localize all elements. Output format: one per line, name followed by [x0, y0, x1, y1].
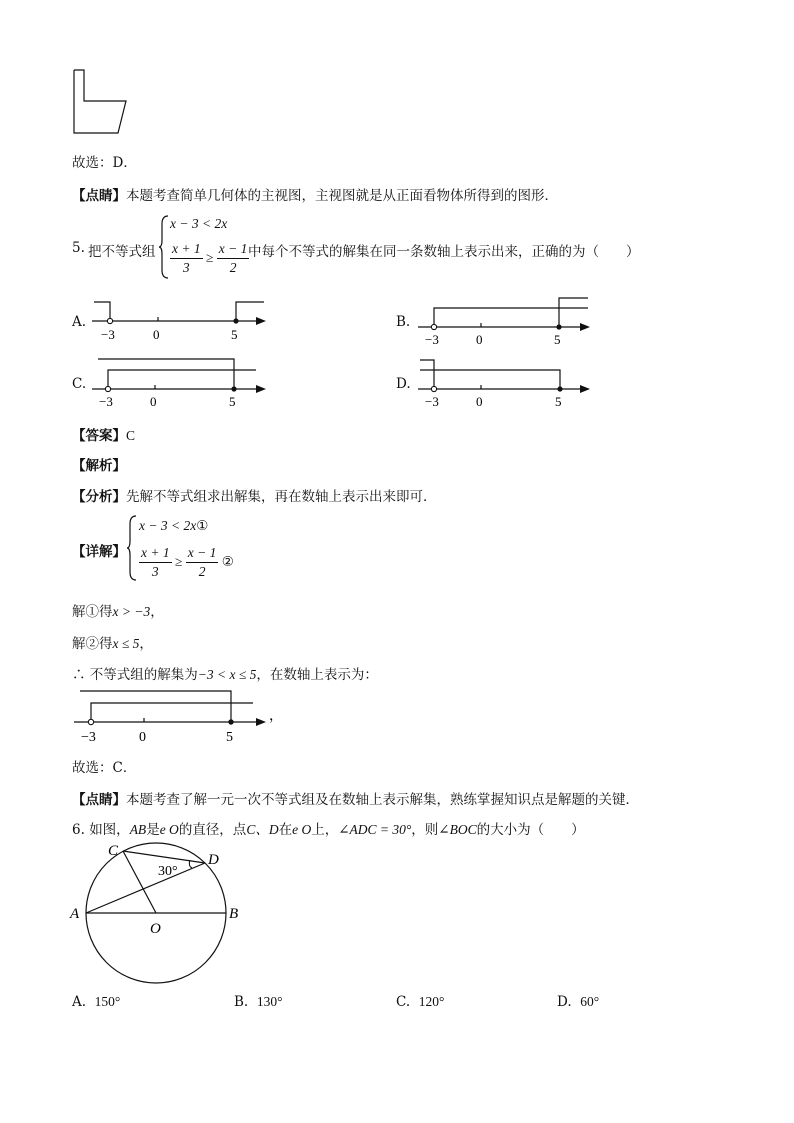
q6-option-b: B. 130°: [234, 994, 283, 1010]
label-neg3: −3: [101, 327, 115, 342]
q6-number: 6.: [72, 822, 85, 838]
ineq2-den-right: 2: [229, 260, 237, 275]
solve-1: 解①得x > −3，: [72, 604, 164, 620]
q6-option-a: A. 150°: [72, 994, 121, 1010]
comment-text: 本题考查简单几何体的主视图，主视图就是从正面看物体所得到的图形．: [126, 188, 558, 204]
solve1-math: x > −3: [112, 604, 151, 619]
therefore-line: ∴ 不等式组的解集为−3 < x ≤ 5，在数轴上表示为：: [72, 667, 378, 683]
label-5: 5: [554, 332, 561, 347]
therefore-math: −3 < x ≤ 5: [197, 667, 257, 682]
mark-1: ①: [196, 518, 209, 533]
final-comma: ，: [269, 709, 283, 724]
fenxi-line: [72, 485, 437, 505]
label-angle: 30°: [158, 864, 178, 879]
label-0: 0: [476, 394, 483, 409]
analysis-tag: 【解析】: [72, 458, 126, 474]
solve2-math: x ≤ 5: [112, 636, 140, 651]
option-d-letter: D.: [396, 376, 411, 392]
label-neg3: −3: [99, 394, 113, 409]
system-brace: [158, 214, 170, 280]
number-line-a: [88, 296, 278, 346]
q5-ineq1: x − 3 < 2x: [170, 216, 228, 231]
front-view-figure: [70, 68, 130, 136]
ineq2-num-right: x − 1: [217, 240, 250, 259]
prev-answer-line: 故选：D．: [72, 155, 137, 171]
ineq2-rel: ≥: [205, 250, 214, 265]
final-number-line: [70, 684, 283, 746]
label-o: O: [150, 921, 161, 937]
q6-option-d: D. 60°: [557, 994, 600, 1010]
label-0: 0: [153, 327, 160, 342]
detail-tag: 【详解】: [72, 544, 126, 560]
option-b-letter: B.: [396, 314, 411, 330]
q5-ineq2: [170, 240, 249, 277]
q5-choose: 故选：C．: [72, 760, 137, 776]
answer-value: C: [126, 428, 136, 443]
label-5: 5: [229, 394, 236, 409]
label-neg3: −3: [425, 394, 439, 409]
q5-comment: 【点睛】本题考查了解一元一次不等式组及在数轴上表示解集，熟练掌握知识点是解题的关键．: [72, 792, 639, 808]
number-line-d: [414, 352, 594, 410]
mark-2: ②: [221, 554, 234, 569]
label-c: C: [108, 843, 119, 859]
ineq2-num-left: x + 1: [170, 240, 203, 259]
label-b: B: [229, 906, 239, 922]
fenxi-text: 先解不等式组求出解集，再在数轴上表示出来即可．: [126, 489, 437, 505]
solve-2: 解②得x ≤ 5，: [72, 636, 153, 652]
circle-figure: [66, 838, 256, 990]
label-0: 0: [150, 394, 157, 409]
ineq2-den-left: 3: [182, 260, 190, 275]
label-5: 5: [226, 730, 233, 745]
q5-number: 5.: [72, 240, 85, 256]
number-line-b: [414, 290, 594, 346]
label-5: 5: [231, 327, 238, 342]
detail-brace: [126, 514, 138, 582]
q5-stem-pre: 把不等式组: [88, 244, 156, 260]
label-5: 5: [555, 394, 562, 409]
label-0: 0: [139, 730, 146, 745]
label-0: 0: [476, 332, 483, 347]
answer-line: [72, 424, 135, 444]
detail-ineq2: $\frac{x + 1}{3}$ ≥ $\frac{x - 1}{2}$ ②: [141, 545, 234, 579]
answer-tag: 【答案】: [72, 428, 126, 444]
label-neg3: −3: [81, 730, 96, 745]
label-a: A: [70, 906, 80, 922]
prev-comment: [72, 184, 558, 204]
detail-ineq1: x − 3 < 2x①: [139, 518, 209, 533]
option-a-letter: A.: [72, 314, 87, 330]
label-d: D: [208, 852, 219, 868]
fenxi-tag: 【分析】: [72, 489, 126, 505]
q5-stem-post: 中每个不等式的解集在同一条数轴上表示出来，正确的为（ ）: [248, 244, 640, 260]
number-line-c: [88, 352, 278, 410]
comment-tag: 【点睛】: [72, 188, 126, 204]
q6-stem: 6. 如图，AB是e O的直径，点C、D在e O上，∠ADC = 30°，则∠BOC的大小为（ ）: [72, 822, 585, 838]
label-neg3: −3: [425, 332, 439, 347]
option-c-letter: C.: [72, 376, 87, 392]
q6-option-c: C. 120°: [396, 994, 445, 1010]
